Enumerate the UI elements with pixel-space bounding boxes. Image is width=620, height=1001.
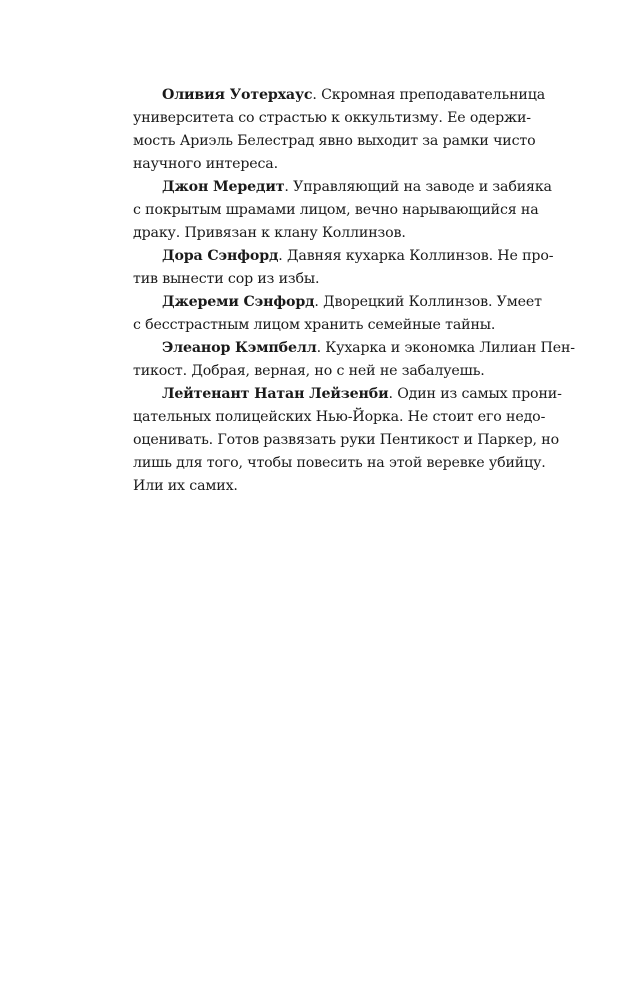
character-name: Джон Мередит bbox=[162, 179, 285, 195]
character-description: . Дворецкий Коллинзов. Умеет bbox=[314, 294, 542, 310]
text-line: тикост. Добрая, верная, но с ней не забалуешь. bbox=[133, 363, 485, 379]
character-name: Джереми Сэнфорд bbox=[162, 294, 315, 310]
character-name: Дора Сэнфорд bbox=[162, 248, 279, 264]
text-line bbox=[133, 337, 575, 360]
character-entry-dora bbox=[133, 245, 554, 291]
character-description: . Скромная преподавательница bbox=[312, 87, 545, 103]
character-list bbox=[133, 84, 575, 498]
text-line: Или их самих. bbox=[133, 478, 238, 494]
text-line bbox=[133, 176, 552, 199]
text-line: мость Ариэль Белестрад явно выходит за рамки чисто bbox=[133, 133, 536, 149]
character-description: . Управляющий на заводе и забияка bbox=[284, 179, 552, 195]
text-line bbox=[133, 291, 542, 314]
character-name: Лейтенант Натан Лейзенби bbox=[162, 386, 389, 402]
character-name: Элеанор Кэмпбелл bbox=[162, 340, 317, 356]
text-line bbox=[133, 84, 545, 107]
character-name: Оливия Уотерхаус bbox=[162, 87, 313, 103]
character-entry-jeremy bbox=[133, 291, 542, 337]
text-line: тив вынести сор из избы. bbox=[133, 271, 320, 287]
text-line: университета со страстью к оккультизму. Ее одержи- bbox=[133, 110, 531, 126]
character-entry-nathan bbox=[133, 383, 562, 498]
character-entry-john bbox=[133, 176, 552, 245]
text-line bbox=[133, 245, 554, 268]
character-description: . Кухарка и экономка Лилиан Пен- bbox=[316, 340, 575, 356]
text-line: оценивать. Готов развязать руки Пентикост и Паркер, но bbox=[133, 432, 559, 448]
text-line: цательных полицейских Нью-Йорка. Не стоит его недо- bbox=[133, 409, 546, 425]
text-line bbox=[133, 383, 562, 406]
text-line: драку. Привязан к клану Коллинзов. bbox=[133, 225, 406, 241]
character-description: . Один из самых прони- bbox=[388, 386, 562, 402]
character-entry-olivia bbox=[133, 84, 545, 176]
text-line: с бесстрастным лицом хранить семейные тайны. bbox=[133, 317, 496, 333]
text-line: лишь для того, чтобы повесить на этой веревке убийцу. bbox=[133, 455, 546, 471]
character-description: . Давняя кухарка Коллинзов. Не про- bbox=[278, 248, 554, 264]
text-line: научного интереса. bbox=[133, 156, 278, 172]
character-entry-eleanor bbox=[133, 337, 575, 383]
text-line: с покрытым шрамами лицом, вечно нарывающийся на bbox=[133, 202, 539, 218]
